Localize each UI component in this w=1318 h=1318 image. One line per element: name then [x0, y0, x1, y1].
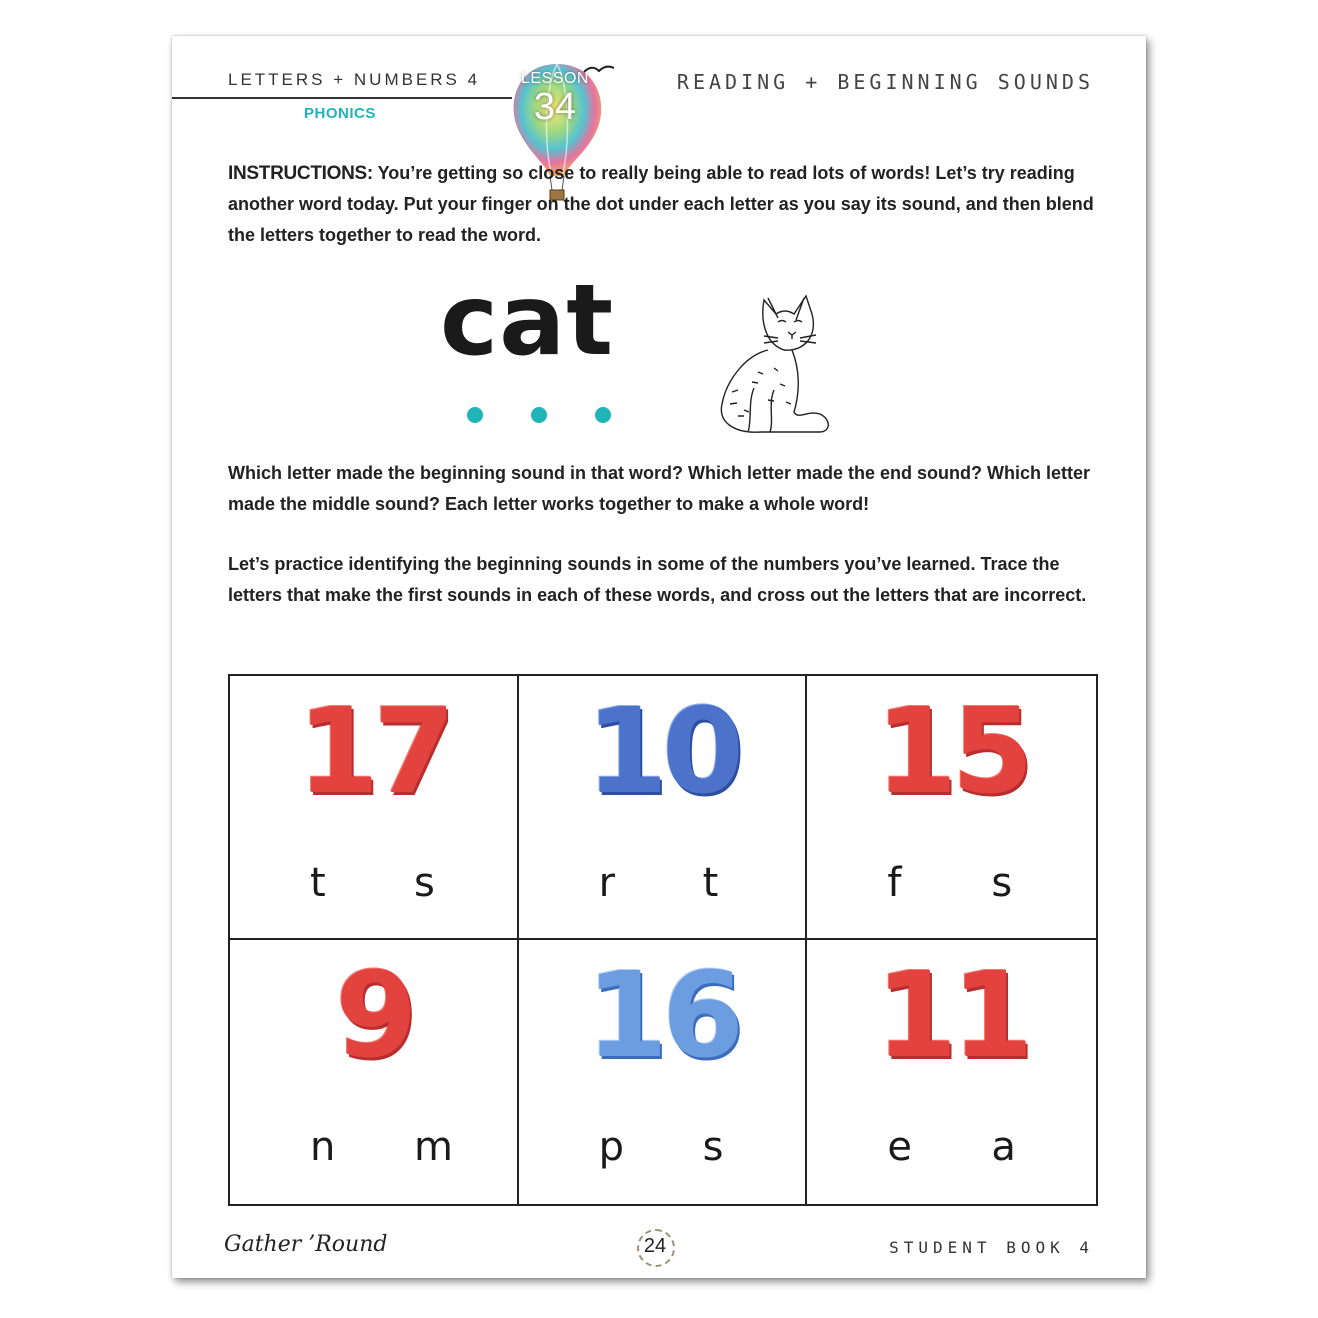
letter-option[interactable]: e — [887, 1124, 912, 1170]
questions-text: Which letter made the beginning sound in that word? Which letter made the end sound? Which letter made the middle sound? Each letter works together to make a whole word! — [228, 463, 1091, 514]
cat-illustration-icon — [708, 292, 832, 438]
number-card-grid — [228, 674, 1098, 1206]
header-rule — [172, 97, 512, 99]
number-card — [519, 676, 808, 940]
number-card — [807, 940, 1096, 1204]
letter-option[interactable]: t — [310, 860, 326, 906]
letter-option[interactable]: m — [414, 1124, 453, 1170]
letter-option[interactable]: f — [887, 860, 902, 906]
number-label: 11 — [875, 946, 1028, 1084]
instructions — [228, 158, 1098, 251]
letter-option[interactable]: p — [598, 1124, 625, 1170]
worksheet-page — [172, 36, 1146, 1278]
instructions-label: INSTRUCTIONS: — [228, 163, 373, 184]
lesson-label: LESSON — [521, 70, 589, 87]
number-label: 15 — [875, 682, 1028, 820]
number-label: 10 — [585, 682, 739, 820]
page-number: 24 — [643, 1235, 667, 1257]
category-label: PHONICS — [304, 105, 376, 122]
lesson-number: 34 — [533, 86, 577, 128]
number-label: 17 — [297, 682, 450, 820]
number-card — [807, 676, 1096, 940]
number-label: 16 — [585, 946, 739, 1084]
letter-dot[interactable] — [467, 407, 483, 423]
subject-title: READING + BEGINNING SOUNDS — [676, 70, 1094, 94]
series-title: LETTERS + NUMBERS 4 — [228, 70, 481, 89]
book-title: STUDENT BOOK 4 — [889, 1238, 1094, 1257]
letter-option[interactable]: r — [598, 860, 616, 906]
reading-word: cat — [440, 264, 615, 378]
letter-dot[interactable] — [595, 407, 611, 423]
number-card — [230, 676, 519, 940]
number-label: 9 — [335, 946, 412, 1084]
number-card — [519, 940, 808, 1204]
practice-instructions: Let’s practice identifying the beginning sounds in some of the numbers you’ve learned. Trace the letters that make the first sounds in each of these words, and cross out the letters that are incorrect. — [228, 554, 1087, 605]
letter-option[interactable]: s — [991, 860, 1013, 906]
letter-option[interactable]: s — [414, 860, 435, 906]
instructions-text: You’re getting so close to really being able to read lots of words! Let’s try reading another word today. Put your finger on the dot under each letter as you say its sound, and then blend the letters together to read the word. — [228, 163, 1094, 245]
number-card — [230, 940, 519, 1204]
letter-dot[interactable] — [531, 407, 547, 423]
letter-option[interactable]: n — [310, 1124, 336, 1170]
brand-logo: Gather ’Round — [224, 1232, 388, 1257]
letter-option[interactable]: s — [702, 1124, 724, 1170]
letter-option[interactable]: t — [702, 860, 719, 906]
letter-option[interactable]: a — [991, 1124, 1016, 1170]
